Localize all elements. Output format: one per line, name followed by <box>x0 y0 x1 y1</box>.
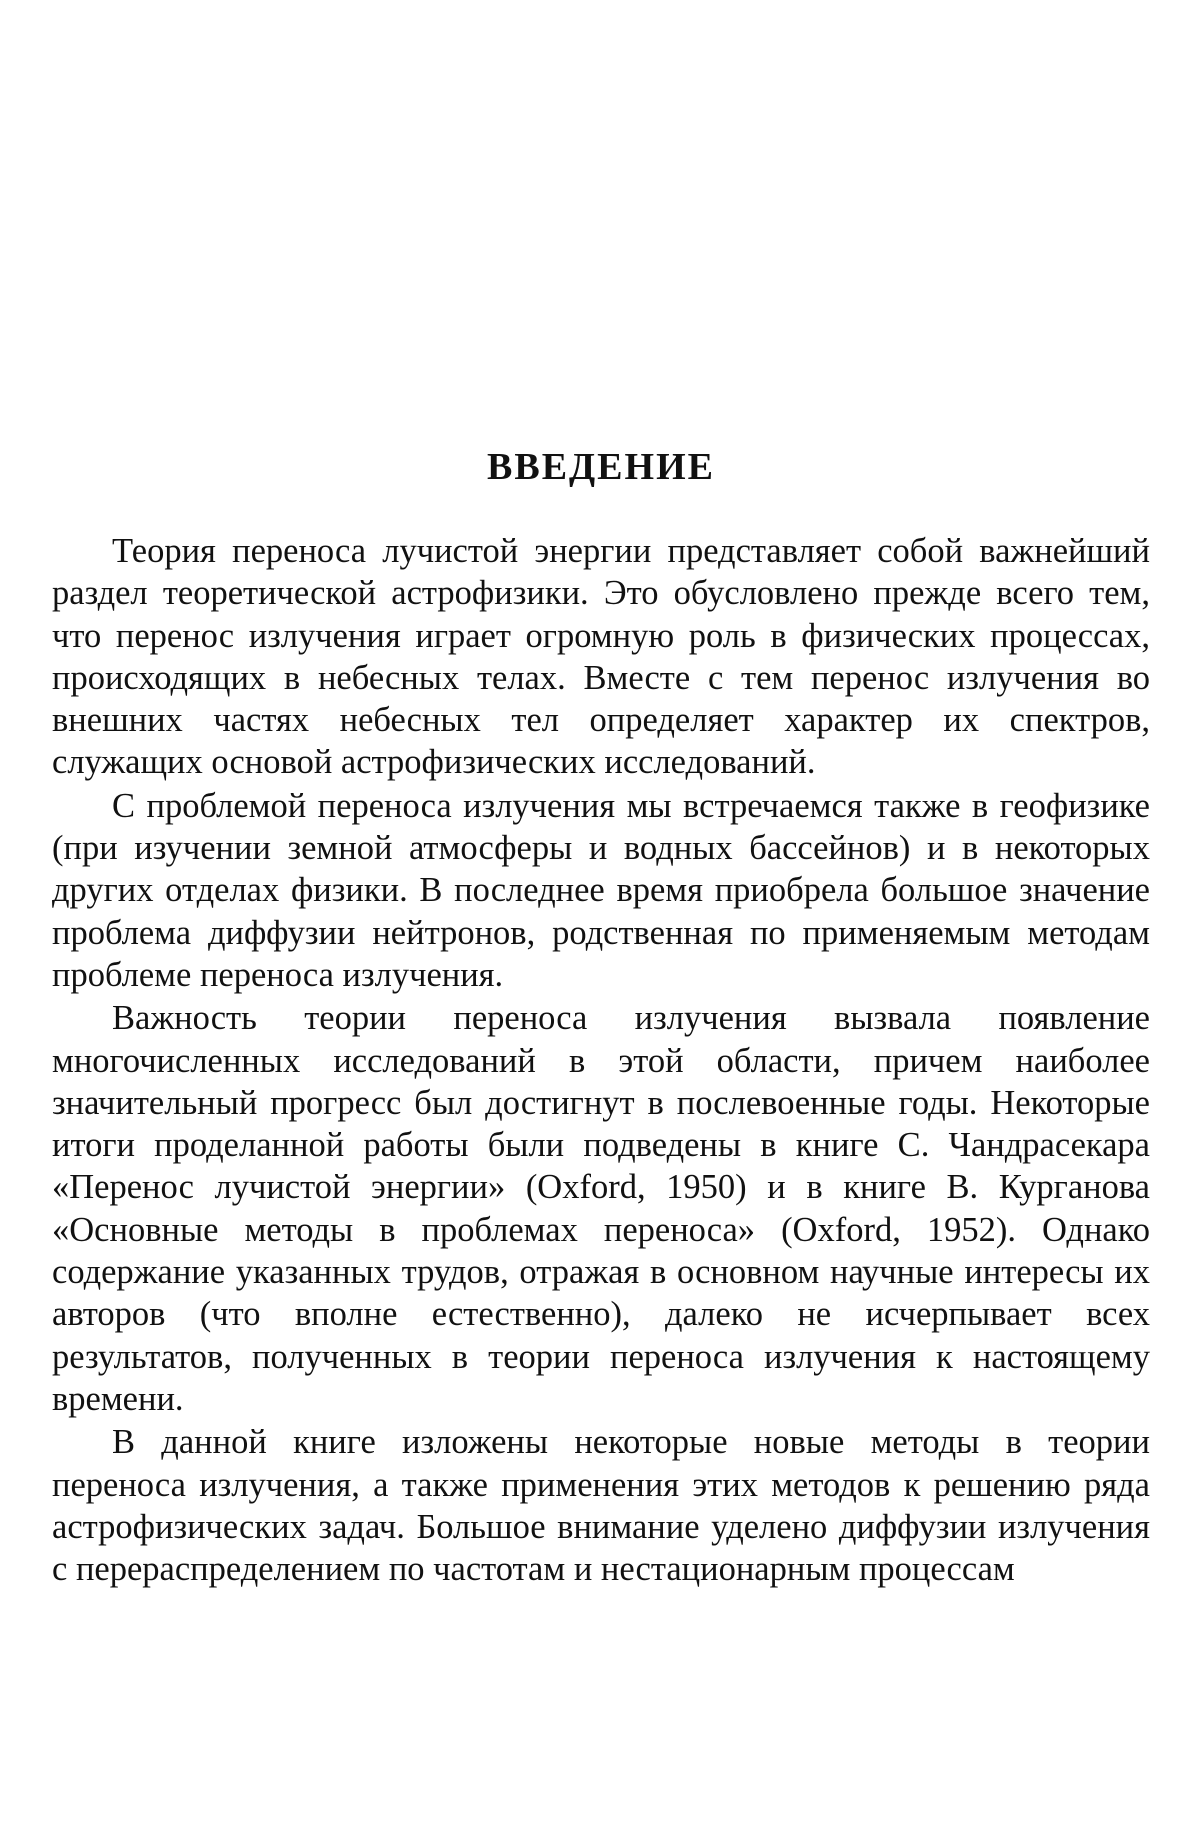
paragraph-3: Важность теории переноса излучения вызвала появление многочисленных исследований в этой области, причем наиболее значительный прогресс был достигнут в послевоенные годы. Некоторые итоги проделанной работы были подведены в книге С. Чандрасекара «Перенос лучистой энергии» (Oxford, 1950) и в книге В. Курганова «Основные методы в проблемах переноса» (Oxford, 1952). Однако содержание указанных трудов, отражая в основном научные интересы их авторов (что вполне естественно), далеко не исчерпывает всех результатов, полученных в теории переноса излучения к настоящему времени. <box>52 999 1150 1418</box>
body-text <box>52 530 1150 1590</box>
book-page <box>52 0 1150 1839</box>
paragraph-2: С проблемой переноса излучения мы встречаемся также в геофизике (при изучении земной атмосферы и водных бассейнов) и в некоторых других отделах физики. В последнее время приобрела большое значение проблема диффузии нейтронов, родственная по применяемым методам проблеме переноса излучения. <box>52 786 1150 994</box>
paragraph-1: Теория переноса лучистой энергии представляет собой важнейший раздел теоретической астрофизики. Это обусловлено прежде всего тем, что перенос излучения играет огромную роль в физических процессах, происходящих в небесных телах. Вместе с тем перенос излучения во внешних частях небесных тел определяет характер их спектров, служащих основой астрофизических исследований. <box>52 532 1150 782</box>
chapter-heading: ВВЕДЕНИЕ <box>487 446 715 488</box>
paragraph-4: В данной книге изложены некоторые новые методы в теории переноса излучения, а также применения этих методов к решению ряда астрофизических задач. Большое внимание уделено диффузии излучения с перераспределением по частотам и нестационарным процессам <box>52 1423 1150 1589</box>
